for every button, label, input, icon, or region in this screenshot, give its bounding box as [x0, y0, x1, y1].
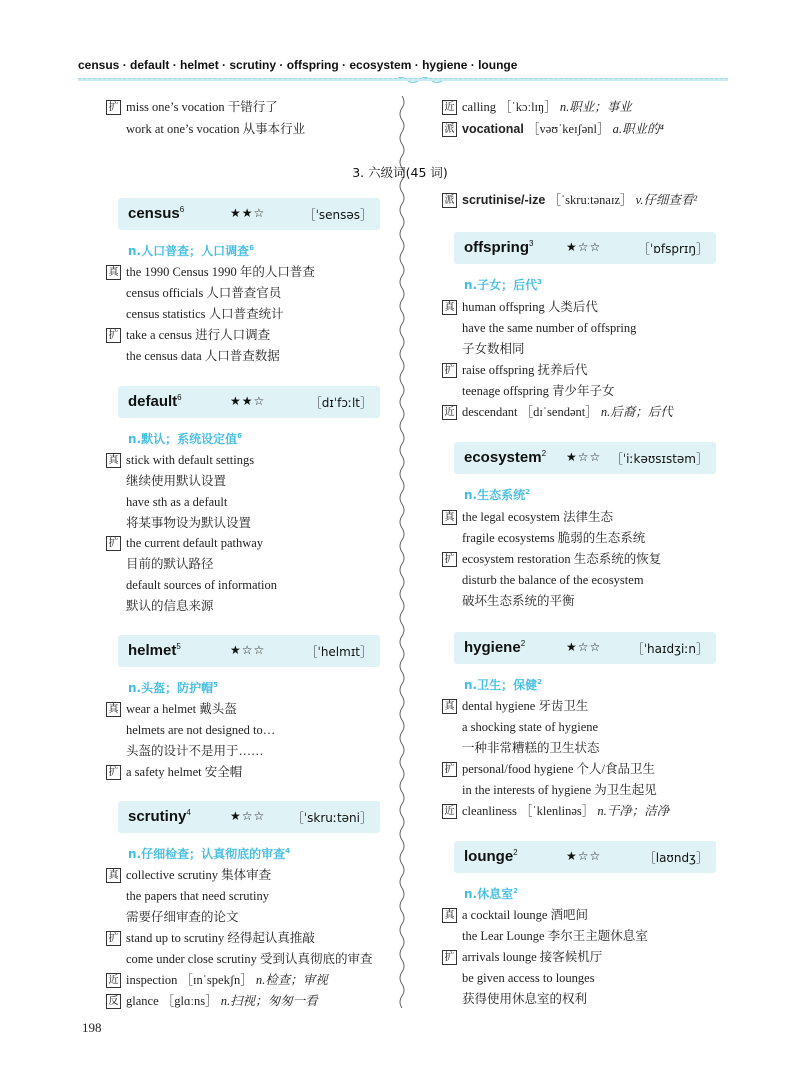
phrase-line: a cocktail lounge 酒吧间 — [462, 908, 589, 922]
real-tag: 真 — [442, 300, 457, 315]
ext-tag: 扩 — [442, 950, 457, 965]
phrase-line: the Lear Lounge 李尔王主题休息室 — [462, 929, 648, 943]
headword: lounge$^2$ — [464, 848, 518, 865]
real-tag: 真 — [106, 265, 121, 280]
sense-line: n.默认；系统设定值$^6$ — [128, 432, 242, 446]
entry-card-scrutiny — [118, 801, 380, 833]
frequency-stars: ★★☆ — [230, 394, 266, 408]
entry-card-ecosystem — [454, 442, 716, 474]
phrase-line: 继续使用默认设置 — [126, 474, 227, 488]
headword: census$^6$ — [128, 205, 185, 222]
phrase-line: in the interests of hygiene 为卫生起见 — [462, 783, 657, 797]
headword: ecosystem$^2$ — [464, 449, 547, 466]
phrase-line: have sth as a default — [126, 495, 228, 509]
phrase-line: 需要仔细审查的论文 — [126, 910, 239, 924]
ext-tag: 扩 — [442, 552, 457, 567]
phrase-line: take a census 进行人口调查 — [126, 328, 271, 342]
phrase-line: the census data 人口普查数据 — [126, 349, 280, 363]
pronunciation: ［ˈsensəs］ — [303, 208, 372, 222]
headword: scrutiny$^4$ — [128, 808, 191, 825]
running-head: census · default · helmet · scrutiny · offspring · ecosystem · hygiene · lounge — [78, 58, 518, 72]
frequency-stars: ★☆☆ — [566, 849, 602, 863]
pronunciation: ［ˈɒfsprɪŋ］ — [637, 242, 708, 256]
ext-tag: 扩 — [106, 328, 121, 343]
real-tag: 真 — [106, 702, 121, 717]
sense-line: n.休息室$^2$ — [464, 887, 518, 901]
phrase-line: miss one’s vocation 干错行了 — [126, 100, 278, 114]
phrase-line: 默认的信息来源 — [126, 599, 214, 613]
related-word-line: calling ［ˈkɔːlɪŋ］ n.职业；事业 — [462, 100, 632, 114]
phrase-line: ecosystem restoration 生态系统的恢复 — [462, 552, 662, 566]
phrase-line: work at one’s vocation 从事本行业 — [126, 122, 306, 136]
phrase-line: a safety helmet 安全帽 — [126, 765, 243, 779]
entry-card-hygiene — [454, 632, 716, 664]
near-tag: 近 — [442, 405, 457, 420]
frequency-stars: ★★☆ — [230, 206, 266, 220]
related-word-line: scrutinise/-ize ［ˈskruːtənaɪz］ v.仔细查看² — [462, 193, 698, 207]
deriv-tag: 派 — [442, 193, 457, 208]
headword: default$^6$ — [128, 393, 182, 410]
entry-card-helmet — [118, 635, 380, 667]
entry-card-census — [118, 198, 380, 230]
sense-line: n.头盔；防护帽$^5$ — [128, 681, 218, 695]
pronunciation: ［ˈhelmɪt］ — [305, 645, 372, 659]
entry-card-default — [118, 386, 380, 418]
phrase-line: 目前的默认路径 — [126, 557, 214, 571]
related-word-line: glance ［glɑːns］ n.扫视；匆匆一看 — [126, 994, 318, 1008]
phrase-line: 子女数相同 — [462, 342, 525, 356]
pronunciation: ［laʊndʒ］ — [643, 851, 708, 865]
related-word-line: vocational ［vəʊˈkeɪʃənl］ a.职业的⁴ — [462, 122, 664, 136]
near-tag: 近 — [442, 100, 457, 115]
phrase-line: 将某事物设为默认设置 — [126, 516, 252, 530]
ext-tag: 扩 — [106, 536, 121, 551]
phrase-line: raise offspring 抚养后代 — [462, 363, 588, 377]
column-divider — [397, 96, 407, 1011]
phrase-line: the current default pathway — [126, 536, 264, 550]
phrase-line: be given access to lounges — [462, 971, 595, 985]
phrase-line: come under close scrutiny 受到认真彻底的审查 — [126, 952, 373, 966]
phrase-line: arrivals lounge 接客候机厅 — [462, 950, 603, 964]
ext-tag: 扩 — [106, 100, 121, 115]
phrase-line: 一种非常糟糕的卫生状态 — [462, 741, 600, 755]
frequency-stars: ★☆☆ — [230, 809, 266, 823]
phrase-line: collective scrutiny 集体审查 — [126, 868, 272, 882]
real-tag: 真 — [106, 868, 121, 883]
phrase-line: the 1990 Census 1990 年的人口普查 — [126, 265, 315, 279]
frequency-stars: ★☆☆ — [230, 643, 266, 657]
related-word-line: inspection ［ɪnˈspekʃn］ n.检查；审视 — [126, 973, 328, 987]
phrase-line: disturb the balance of the ecosystem — [462, 573, 644, 587]
phrase-line: have the same number of offspring — [462, 321, 637, 335]
sense-line: n.人口普查；人口调查$^6$ — [128, 244, 254, 258]
real-tag: 真 — [442, 908, 457, 923]
phrase-line: human offspring 人类后代 — [462, 300, 598, 314]
related-word-line: descendant ［dɪˈsendənt］ n.后裔；后代 — [462, 405, 673, 419]
headword: helmet$^5$ — [128, 642, 181, 659]
pronunciation: ［ˈhaɪdʒiːn］ — [631, 642, 708, 656]
pronunciation: ［ˈiːkəʊsɪstəm］ — [610, 452, 708, 466]
ext-tag: 扩 — [106, 765, 121, 780]
ext-tag: 扩 — [442, 363, 457, 378]
sense-line: n.生态系统$^2$ — [464, 488, 530, 502]
sense-line: n.仔细检查；认真彻底的审查$^4$ — [128, 847, 290, 861]
pronunciation: ［dɪˈfɔːlt］ — [309, 396, 372, 410]
frequency-stars: ★☆☆ — [566, 450, 602, 464]
sense-line: n.卫生；保健$^2$ — [464, 678, 542, 692]
phrase-line: default sources of information — [126, 578, 277, 592]
phrase-line: helmets are not designed to… — [126, 723, 276, 737]
phrase-line: 破坏生态系统的平衡 — [462, 594, 575, 608]
pronunciation: ［ˈskruːtəni］ — [291, 811, 372, 825]
near-tag: 近 — [106, 973, 121, 988]
phrase-line: fragile ecosystems 脆弱的生态系统 — [462, 531, 646, 545]
related-word-line: cleanliness ［ˈklenlinəs］ n.干净；洁净 — [462, 804, 670, 818]
phrase-line: a shocking state of hygiene — [462, 720, 599, 734]
headword: hygiene$^2$ — [464, 639, 526, 656]
phrase-line: 头盔的设计不是用于…… — [126, 744, 264, 758]
deriv-tag: 派 — [442, 122, 457, 137]
phrase-line: census officials 人口普查官员 — [126, 286, 282, 300]
page-number: 198 — [82, 1020, 102, 1035]
near-tag: 近 — [442, 804, 457, 819]
section-title: 3. 六级词(45 词) — [352, 165, 448, 180]
phrase-line: the papers that need scrutiny — [126, 889, 270, 903]
phrase-line: the legal ecosystem 法律生态 — [462, 510, 614, 524]
entry-card-offspring — [454, 232, 716, 264]
phrase-line: wear a helmet 戴头盔 — [126, 702, 237, 716]
entry-card-lounge — [454, 841, 716, 873]
frequency-stars: ★☆☆ — [566, 640, 602, 654]
phrase-line: dental hygiene 牙齿卫生 — [462, 699, 589, 713]
phrase-line: census statistics 人口普查统计 — [126, 307, 284, 321]
real-tag: 真 — [442, 699, 457, 714]
real-tag: 真 — [442, 510, 457, 525]
ext-tag: 扩 — [106, 931, 121, 946]
phrase-line: 获得使用休息室的权利 — [462, 992, 588, 1006]
phrase-line: personal/food hygiene 个人/食品卫生 — [462, 762, 656, 776]
anti-tag: 反 — [106, 994, 121, 1009]
phrase-line: stand up to scrutiny 经得起认真推敲 — [126, 931, 315, 945]
headword: offspring$^3$ — [464, 239, 534, 256]
frequency-stars: ★☆☆ — [566, 240, 602, 254]
header-rule — [78, 78, 728, 81]
ext-tag: 扩 — [442, 762, 457, 777]
sense-line: n.子女；后代$^3$ — [464, 278, 542, 292]
real-tag: 真 — [106, 453, 121, 468]
phrase-line: stick with default settings — [126, 453, 255, 467]
phrase-line: teenage offspring 青少年子女 — [462, 384, 615, 398]
